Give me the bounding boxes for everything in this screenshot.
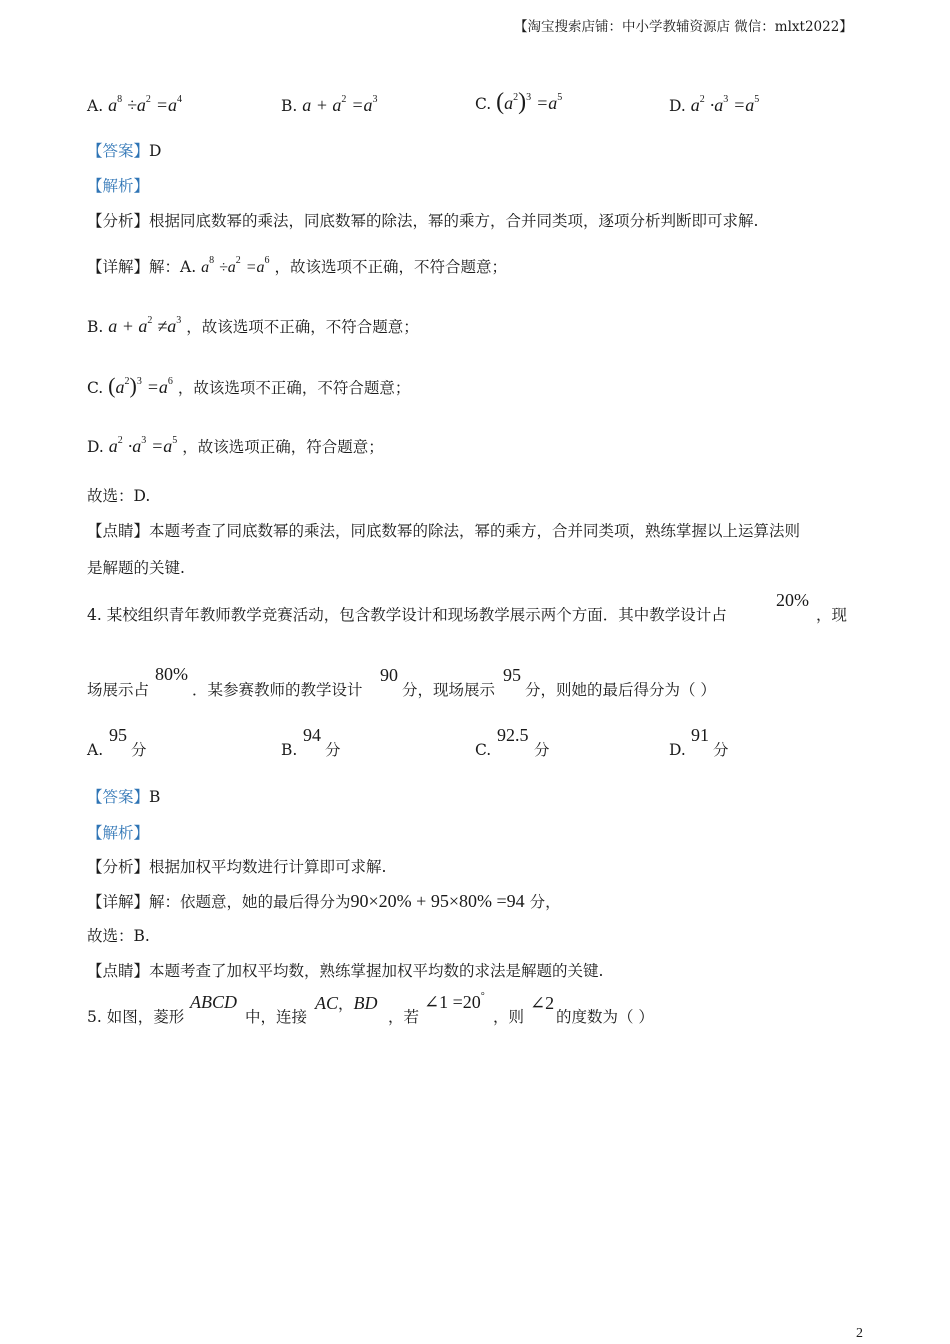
q4-option-a-value: 95 (109, 725, 127, 745)
q4-score-design: 90 (380, 665, 398, 685)
q3-option-d: D. $a^2 \cdot a^3 =a^5$ (669, 94, 760, 115)
q4-option-d-value: 91 (691, 725, 709, 745)
q4-answer: 【答案】B (87, 788, 161, 806)
q3-fenxi: 【分析】根据同底数幂的乘法，同底数幂的除法，幂的乘方，合并同类项，逐项分析判断即可求解. (87, 212, 759, 230)
q5-stem-mid3: ，则 (493, 1008, 525, 1026)
q4-option-c-unit: 分 (534, 741, 550, 759)
q3-detail-c: C. $(a^2)^3 =a^6$ ，故该选项不正确，不符合题意； (87, 373, 411, 398)
q4-analysis-label: 【解析】 (87, 824, 150, 842)
page-header: 【淘宝搜索店铺：中小学教辅资源店 微信：mlxt2022】 (514, 19, 853, 35)
q5-stem-start: 5. 如图，菱形 (87, 1008, 185, 1026)
q5-stem-end: 的度数为（ ） (556, 1008, 654, 1026)
q5-rhombus-abcd: ABCD (190, 992, 237, 1012)
q4-option-d-unit: 分 (713, 741, 729, 759)
q5-angle-1: ∠1 =20° (424, 991, 485, 1012)
q3-option-c: C. $(a^2)^3 =a^5$ (475, 89, 563, 115)
q4-stem-line2-mid2: 分，现场展示 (402, 681, 496, 699)
q4-choose: 故选：B. (87, 927, 150, 945)
q3-analysis-label: 【解析】 (87, 177, 150, 195)
q3-answer: 【答案】D (87, 142, 162, 160)
q5-stem-mid1: 中，连接 (245, 1008, 308, 1026)
q3-option-b: B. $a + a^2 =a^3$ (281, 94, 378, 115)
q4-option-c-letter: C. (475, 741, 492, 759)
q4-stem-line2-end: 分，则她的最后得分为（ ） (525, 681, 716, 699)
q4-fenxi: 【分析】根据加权平均数进行计算即可求解. (87, 858, 387, 876)
q5-stem-mid2: ，若 (388, 1008, 420, 1026)
q4-option-b-letter: B. (281, 741, 298, 759)
q4-pct-show: 80% (155, 664, 188, 684)
q3-dianjing-line2: 是解题的关键. (87, 559, 185, 577)
q4-stem-line1-end: ，现 (816, 606, 848, 624)
q3-dianjing-line1: 【点睛】本题考查了同底数幂的乘法，同底数幂的除法，幂的乘方，合并同类项，熟练掌握以上运算法则 (87, 522, 801, 540)
page-number: 2 (856, 1326, 863, 1341)
q4-option-a-unit: 分 (131, 741, 147, 759)
q4-stem-line2-start: 场展示占 (87, 681, 150, 699)
q3-option-a: A. $a^8 \div a^2 =a^4$ (87, 94, 182, 115)
q4-option-d-letter: D. (669, 741, 686, 759)
q4-option-b-unit: 分 (325, 741, 341, 759)
q3-detail-a: 【详解】解：A. $a^8 \div a^2 =a^6$ ，故该选项不正确，不符合题意； (87, 255, 507, 276)
q4-stem-line2-mid: ．某参赛教师的教学设计 (192, 681, 363, 699)
q3-detail-d: D. $a^2 \cdot a^3 =a^5$ ，故该选项正确，符合题意； (87, 435, 384, 456)
q4-option-c-value: 92.5 (497, 725, 529, 745)
q4-option-b-value: 94 (303, 725, 321, 745)
q4-score-show: 95 (503, 665, 521, 685)
q3-choose: 故选：D. (87, 487, 151, 505)
q5-diagonal-ac: AC，BD (315, 993, 378, 1013)
q5-angle-2: ∠2 (530, 993, 555, 1013)
q4-pct-design: 20% (776, 590, 809, 610)
q3-detail-b: B. $a + a^2 \ne a^3$ ，故该选项不正确，不符合题意； (87, 315, 419, 336)
q4-dianjing: 【点睛】本题考查了加权平均数，熟练掌握加权平均数的求法是解题的关键. (87, 962, 604, 980)
q4-detail: 【详解】解：依题意，她的最后得分为90×20% + 95×80% =94 分， (87, 891, 561, 911)
q4-stem-line1: 4. 某校组织青年教师教学竞赛活动，包含教学设计和现场教学展示两个方面．其中教学设计占 (87, 606, 727, 624)
q4-option-a-letter: A. (87, 741, 104, 759)
